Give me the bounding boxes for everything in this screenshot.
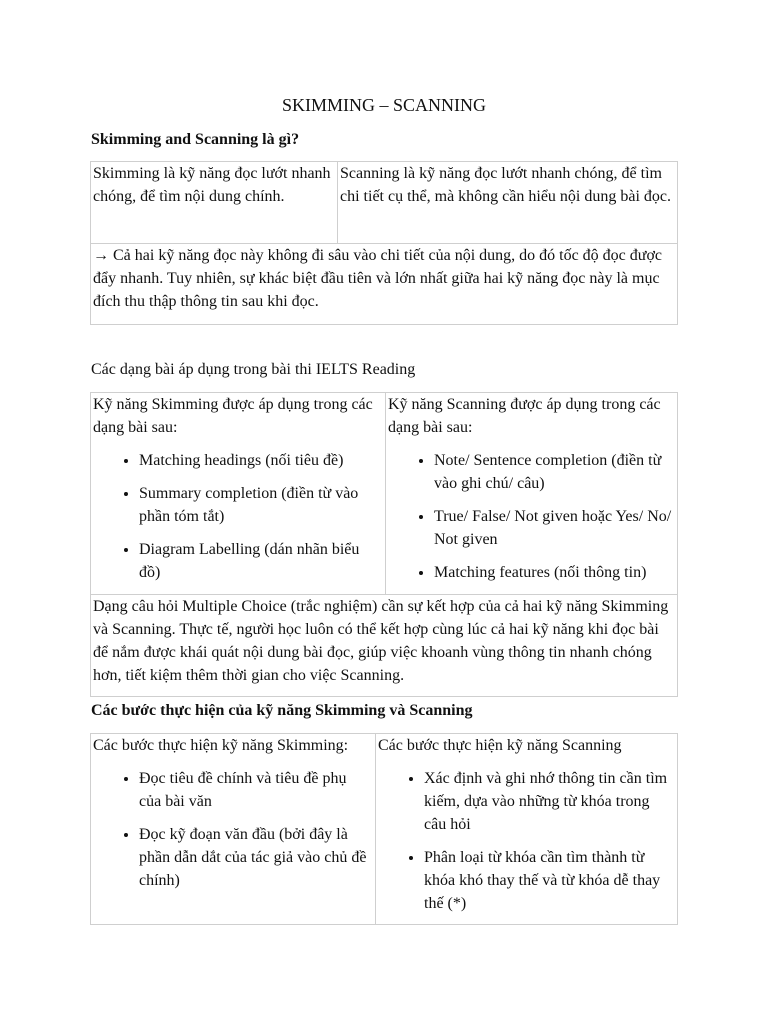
list-item: • Diagram Labelling (dán nhãn biểu đồ) — [139, 538, 382, 584]
section1-heading: Skimming and Scanning là gì? — [91, 131, 300, 148]
list-item: • Xác định và ghi nhớ thông tin cần tìm kiếm, dựa vào những từ khóa trong câu hỏi — [424, 767, 674, 836]
list-item: • Summary completion (điền từ vào phần tóm tắt) — [139, 482, 382, 528]
section3-heading: Các bước thực hiện của kỹ năng Skimming và Scanning — [91, 702, 473, 719]
list-item: • Matching headings (nối tiêu đề) — [139, 449, 382, 472]
scanning-types-list — [388, 449, 674, 584]
list-item: • Phân loại từ khóa cần tìm thành từ khóa khó thay thế và từ khóa dễ thay thế (*) — [424, 846, 674, 915]
skimming-types-intro: Kỹ năng Skimming được áp dụng trong các dạng bài sau: — [93, 396, 373, 436]
list-item: • Đọc tiêu đề chính và tiêu đề phụ của bài văn — [139, 767, 372, 813]
multiple-choice-note-cell — [91, 595, 678, 697]
scanning-types-intro: Kỹ năng Scanning được áp dụng trong các dạng bài sau: — [388, 396, 661, 436]
list-item: • Đọc kỹ đoạn văn đầu (bởi đây là phần dẫn dắt của tác giả vào chủ đề chính) — [139, 823, 372, 892]
skimming-steps-list — [93, 767, 372, 892]
skimming-steps-cell — [91, 734, 376, 925]
scanning-types-cell — [386, 393, 678, 595]
skimming-definition-cell — [91, 162, 338, 244]
scanning-steps-list — [378, 767, 674, 915]
scanning-steps-cell — [376, 734, 678, 925]
multiple-choice-note: Dạng câu hỏi Multiple Choice (trắc nghiệm) cần sự kết hợp của cả hai kỹ năng Skimming và Scanning. Thực tế, người học luôn có thể kết hợp cùng lúc cả hai kỹ năng khi đọc bài để nắm được khái quát nội dung bài đọc, giúp việc khoanh vùng thông tin nhanh chóng hơn, tiết kiệm thêm thời gian cho việc Scanning. — [93, 598, 669, 684]
skimming-steps-intro: Các bước thực hiện kỹ năng Skimming: — [93, 737, 349, 754]
scanning-definition: Scanning là kỹ năng đọc lướt nhanh chóng, để tìm chi tiết cụ thể, mà không cần hiểu nội dung bài đọc. — [340, 165, 672, 205]
summary-text: → Cả hai kỹ năng đọc này không đi sâu vào chi tiết của nội dung, do đó tốc độ đọc được đẩy nhanh. Tuy nhiên, sự khác biệt đầu tiên và lớn nhất giữa hai kỹ năng đọc này là mục đích thu thập thông tin sau khi đọc. — [93, 247, 663, 310]
list-item: • Note/ Sentence completion (điền từ vào ghi chú/ câu) — [434, 449, 674, 495]
skimming-definition: Skimming là kỹ năng đọc lướt nhanh chóng, để tìm nội dung chính. — [93, 165, 331, 205]
skimming-types-list — [93, 449, 382, 584]
section2-heading: Các dạng bài áp dụng trong bài thi IELTS Reading — [91, 361, 416, 378]
skimming-types-cell — [91, 393, 386, 595]
list-item: • True/ False/ Not given hoặc Yes/ No/ Not given — [434, 505, 674, 551]
steps-table — [90, 733, 678, 925]
question-types-table — [90, 392, 678, 697]
scanning-definition-cell — [338, 162, 678, 244]
document-title: SKIMMING – SCANNING — [281, 95, 486, 115]
scanning-steps-intro: Các bước thực hiện kỹ năng Scanning — [378, 737, 622, 754]
definition-table — [90, 161, 678, 325]
list-item: • Matching features (nối thông tin) — [434, 561, 674, 584]
summary-cell — [91, 244, 678, 325]
